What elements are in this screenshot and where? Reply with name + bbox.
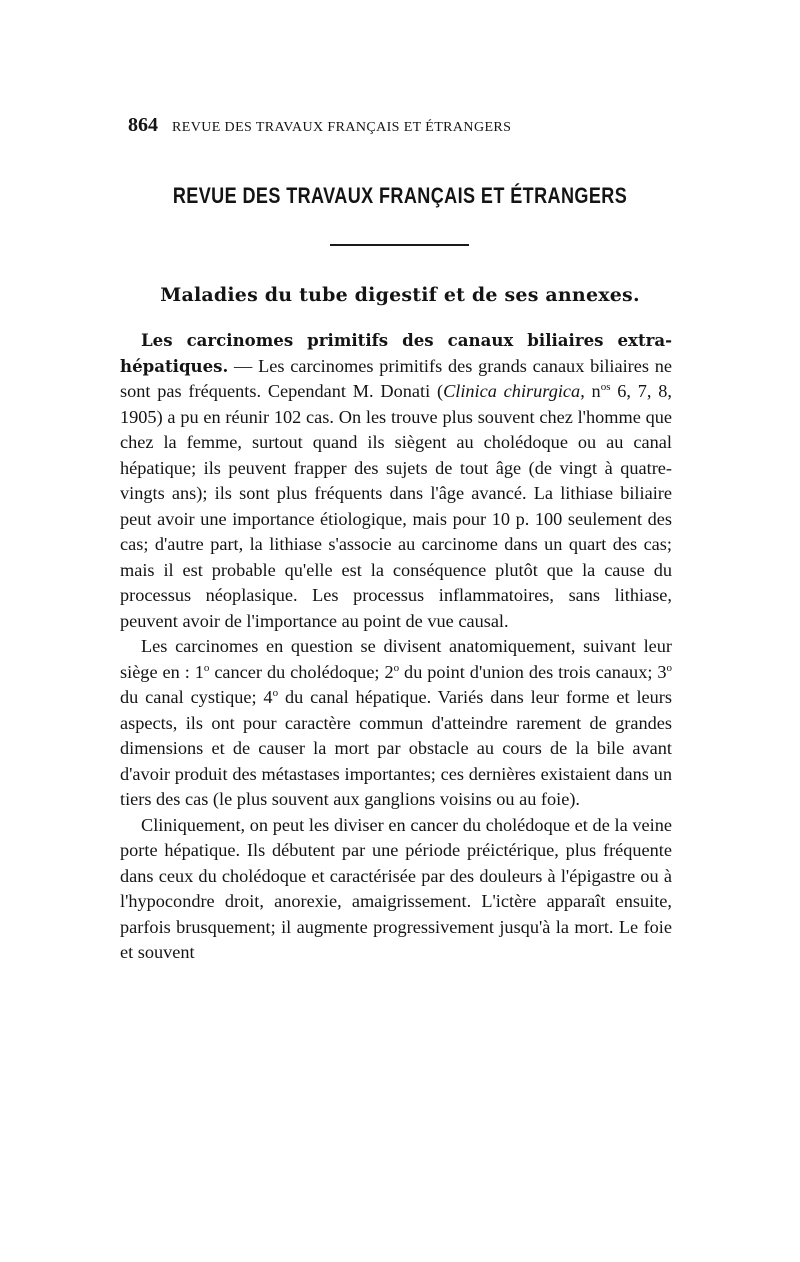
journal-citation: Clinica chirurgica <box>443 381 581 401</box>
paragraph-2-text-a: Les carcinomes en question se divisent anatomiquement, suivant leur siège en : 1 <box>120 636 672 682</box>
running-title: REVUE DES TRAVAUX FRANÇAIS ET ÉTRANGERS <box>172 120 512 135</box>
paragraph-2-text-c: du point d'union des trois canaux; 3 <box>399 661 667 682</box>
paragraph-1-text-b: , n <box>580 381 601 401</box>
page-number: 864 <box>128 114 158 136</box>
paragraph-2-text-b: cancer du cholédoque; 2 <box>209 661 394 682</box>
title-divider <box>330 244 469 246</box>
superscript-ordinal-2: o <box>393 661 400 674</box>
section-title: REVUE DES TRAVAUX FRANÇAIS ET ÉTRANGERS <box>172 183 628 208</box>
paragraph-2-text-d: du canal cystique; 4 <box>120 687 273 707</box>
paragraph-2 <box>120 634 672 813</box>
superscript-ordinal-4: o <box>272 686 279 699</box>
superscript-ordinal-3: o <box>666 661 673 674</box>
article-title: Les carcinomes primitifs des canaux biliaires extra-hépatiques. <box>120 330 672 376</box>
paragraph-3: Cliniquement, on peut les diviser en cancer du cholédoque et de la veine porte hépatique. Ils débutent par une période préictérique, plus fréquente dans ceux du cholédoque et caractérisée par des douleurs à l'épigastre ou à l'hypocondre droit, anorexie, amaigrissement. L'ictère apparaît ensuite, parfois brusquement; il augmente progressivement jusqu'à la mort. Le foie et souvent <box>120 814 672 962</box>
paragraph-1-text-a: — Les carcinomes primitifs des grands canaux biliaires ne sont pas fréquents. Cependant M. Donati ( <box>120 355 672 401</box>
paragraph-2-text-e: du canal hépatique. Variés dans leur forme et leurs aspects, ils ont pour caractère commun d'atteindre rarement de grandes dimensions et de causer la mort par obstacle au cours de la bile avant d'avoir produit des métastases importantes; ces dernières existaient dans un tiers des cas (le plus souvent aux ganglions voisins ou au foie). <box>120 687 672 809</box>
superscript-os: os <box>600 380 611 393</box>
paragraph-1-text-c: 6, 7, 8, 1905) a pu en réunir 102 cas. On les trouve plus souvent chez l'homme que chez la femme, surtout quand ils siègent au cholédoque ou au canal hépatique; ils peuvent frapper des sujets de tout âge (de vingt à quatre-vingts ans); ils sont plus fréquents dans l'âge avancé. La lithiase biliaire peut avoir une importance étiologique, mais pour 10 p. 100 seulement des cas; d'autre part, la lithiase s'associe au carcinome dans un quart des cas; mais il est probable qu'elle est la conséquence plutôt que la cause du processus néoplasique. Les processus inflammatoires, sans lithiase, peuvent avoir de l'importance au point de vue causal. <box>120 381 673 631</box>
paragraph-1 <box>120 328 672 634</box>
running-header <box>128 114 688 137</box>
article-body <box>120 328 672 966</box>
superscript-ordinal-1: o <box>203 661 210 674</box>
subsection-title: Maladies du tube digestif et de ses annexes. <box>160 284 640 306</box>
